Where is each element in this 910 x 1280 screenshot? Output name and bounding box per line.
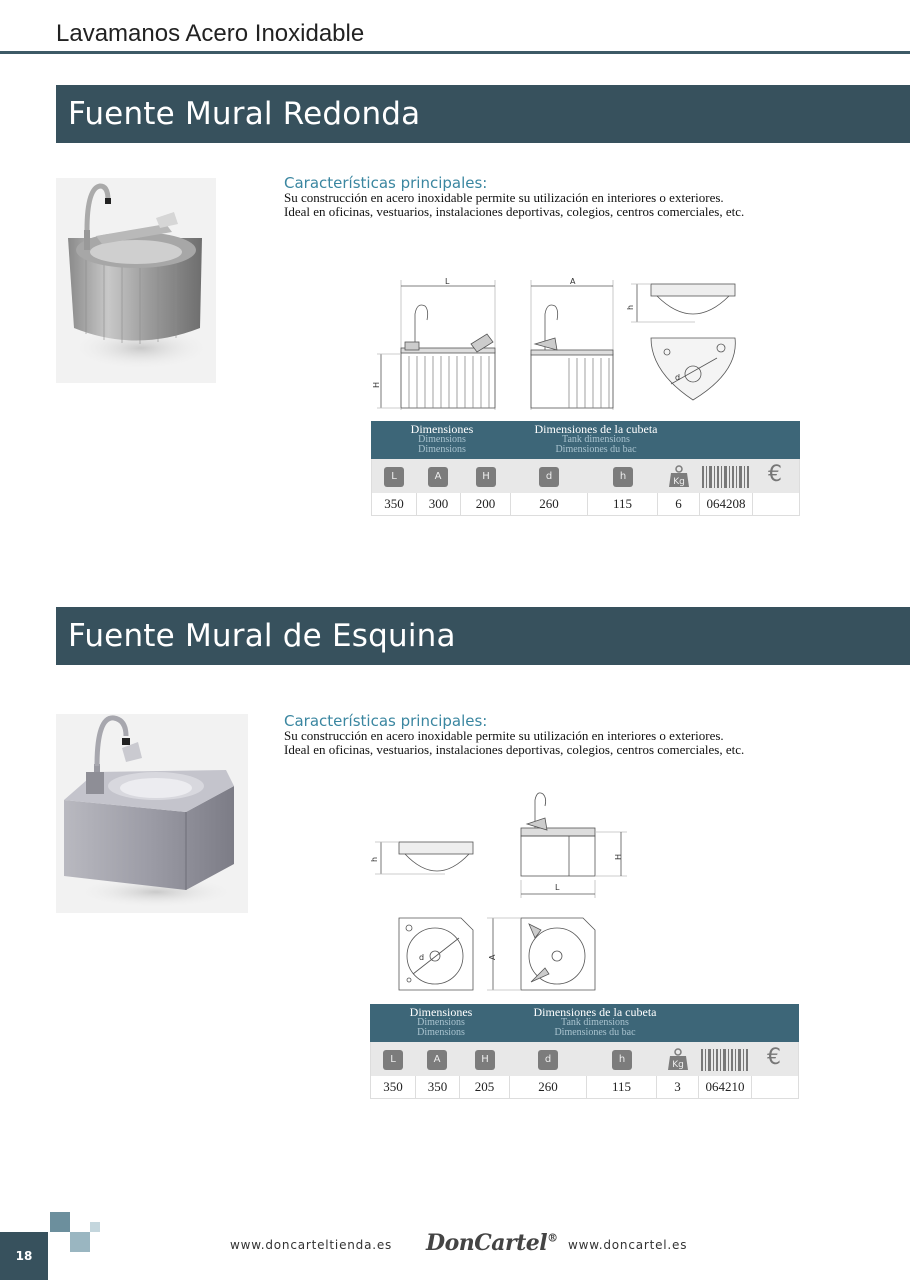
header-group-dimensions: [371, 423, 513, 455]
page-number: 18: [0, 1232, 48, 1280]
value-kg: 6: [658, 493, 700, 515]
dim-label-h: h: [370, 856, 379, 862]
height-icon: H: [475, 1050, 495, 1070]
brand-logo-text: DonCartel: [426, 1230, 548, 1256]
spec-table-icons: [370, 1042, 799, 1076]
header-group-dimensions: [370, 1006, 512, 1038]
value-code: 064208: [700, 493, 753, 515]
spec-table-values: [370, 1076, 799, 1099]
dim-label-h: h: [626, 304, 635, 310]
spec-table-values: [371, 493, 800, 516]
dim-label-A: A: [488, 954, 497, 960]
value-code: 064210: [699, 1076, 752, 1098]
barcode-icon: [702, 466, 750, 488]
dim-label-A: A: [570, 277, 576, 286]
header-label-en: Tank dimensions: [561, 1017, 629, 1028]
value-A: 350: [416, 1076, 460, 1098]
weight-icon: [667, 1048, 689, 1070]
features-line: Su construcción en acero inoxidable permite su utilización en interiores o exteriores.: [284, 728, 724, 743]
section-title-band: Fuente Mural Redonda: [56, 85, 910, 143]
value-L: 350: [372, 493, 417, 515]
value-A: 300: [417, 493, 461, 515]
value-d: 260: [511, 493, 588, 515]
header-label: Dimensiones: [409, 1005, 473, 1019]
product-photo-round-fountain: [56, 178, 216, 383]
header-label: Dimensiones: [410, 422, 474, 436]
value-kg: 3: [657, 1076, 699, 1098]
value-h: 115: [587, 1076, 657, 1098]
value-H: 205: [460, 1076, 510, 1098]
value-H: 200: [461, 493, 511, 515]
footer-link-store[interactable]: www.doncarteltienda.es: [230, 1238, 393, 1252]
dim-label-d: d: [675, 373, 681, 382]
width-icon: A: [428, 467, 448, 487]
features-line: Ideal en oficinas, vestuarios, instalaciones deportivas, colegios, centros comerciales, etc.: [284, 742, 745, 757]
header-label-en: Dimensions: [418, 434, 466, 445]
dim-label-H: H: [372, 381, 381, 388]
dim-label-d: d: [419, 953, 425, 962]
features-line: Ideal en oficinas, vestuarios, instalaciones deportivas, colegios, centros comerciales, etc.: [284, 204, 745, 219]
value-price: [753, 493, 799, 515]
header-group-tank: [512, 1006, 678, 1038]
value-price: [752, 1076, 798, 1098]
header-divider: [0, 51, 910, 54]
dim-label-L: L: [555, 883, 560, 892]
brand-logo: [426, 1230, 558, 1256]
length-icon: L: [383, 1050, 403, 1070]
dim-label-L: L: [445, 277, 450, 286]
header-label-fr: Dimensiones du bac: [554, 1027, 636, 1038]
width-icon: A: [427, 1050, 447, 1070]
features-title: Características principales:: [284, 712, 488, 730]
technical-drawing-corner: [365, 788, 635, 998]
features-line: Su construcción en acero inoxidable permite su utilización en interiores o exteriores.: [284, 190, 724, 205]
page-header-title: Lavamanos Acero Inoxidable: [56, 20, 365, 47]
header-label-en: Dimensions: [417, 1017, 465, 1028]
euro-icon: €: [767, 1045, 781, 1070]
weight-icon-label: Kg: [673, 477, 685, 487]
header-label-fr: Dimensions: [417, 1027, 465, 1038]
footer-link-site[interactable]: www.doncartel.es: [568, 1238, 688, 1252]
weight-icon: [668, 465, 690, 487]
spec-table-header: [370, 1004, 799, 1042]
euro-icon: €: [768, 462, 782, 487]
footer-decor-square: [70, 1232, 90, 1252]
footer-decor-square: [90, 1222, 100, 1232]
features-text: [284, 191, 844, 219]
header-label: Dimensiones de la cubeta: [533, 1005, 657, 1019]
spec-table-header: [371, 421, 800, 459]
product-photo-corner-fountain: [56, 714, 248, 913]
header-group-tank: [513, 423, 679, 455]
features-title: Características principales:: [284, 174, 488, 192]
tank-height-icon: h: [613, 467, 633, 487]
dim-label-H: H: [614, 853, 623, 860]
diameter-icon: d: [538, 1050, 558, 1070]
length-icon: L: [384, 467, 404, 487]
registered-mark: ®: [547, 1231, 558, 1245]
features-text: [284, 729, 844, 757]
spec-table: [370, 1004, 799, 1099]
spec-table-icons: [371, 459, 800, 493]
header-label-en: Tank dimensions: [562, 434, 630, 445]
weight-icon-label: Kg: [672, 1060, 684, 1070]
diameter-icon: d: [539, 467, 559, 487]
height-icon: H: [476, 467, 496, 487]
footer-decor-square: [50, 1212, 70, 1232]
value-d: 260: [510, 1076, 587, 1098]
tank-height-icon: h: [612, 1050, 632, 1070]
section-title-band: Fuente Mural de Esquina: [56, 607, 910, 665]
value-h: 115: [588, 493, 658, 515]
header-label-fr: Dimensions: [418, 444, 466, 455]
header-label-fr: Dimensiones du bac: [555, 444, 637, 455]
spec-table: [371, 421, 800, 516]
technical-drawing-round: [365, 272, 745, 417]
header-label: Dimensiones de la cubeta: [534, 422, 658, 436]
value-L: 350: [371, 1076, 416, 1098]
barcode-icon: [701, 1049, 749, 1071]
